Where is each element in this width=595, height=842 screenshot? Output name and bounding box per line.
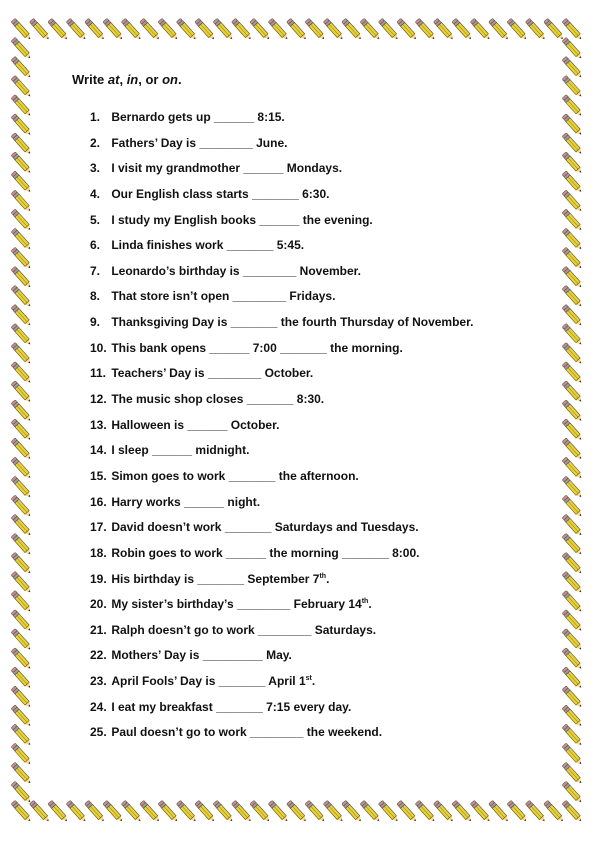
question-text: I eat my breakfast _______ 7:15 every day. xyxy=(111,699,352,714)
question-number: 3. xyxy=(90,161,101,176)
question-text: Thanksgiving Day is _______ the fourth Thursday of November. xyxy=(111,315,474,330)
question-number: 8. xyxy=(90,289,101,304)
question-list xyxy=(90,108,473,749)
question-text: This bank opens ______ 7:00 _______ the morning. xyxy=(111,340,403,355)
question-number: 6. xyxy=(90,238,101,253)
question-item xyxy=(90,416,473,442)
question-item xyxy=(90,236,473,262)
question-number: 24. xyxy=(90,699,107,714)
question-text: Harry works ______ night. xyxy=(111,494,261,509)
instruction-word-in: in xyxy=(126,72,139,87)
question-text: Robin goes to work ______ the morning _______ 8:00. xyxy=(111,545,420,560)
question-text: I visit my grandmother ______ Mondays. xyxy=(111,161,343,176)
question-item xyxy=(90,570,473,596)
question-text-end: . xyxy=(311,674,316,689)
question-superscript: st xyxy=(305,675,312,683)
question-item xyxy=(90,134,473,160)
question-text: Our English class starts _______ 6:30. xyxy=(111,186,330,201)
question-text: Fathers’ Day is ________ June. xyxy=(111,135,288,150)
question-text: His birthday is _______ September 7 xyxy=(111,571,320,586)
question-text: Halloween is ______ October. xyxy=(111,417,280,432)
question-number: 17. xyxy=(90,520,107,535)
question-text: Paul doesn’t go to work ________ the weekend. xyxy=(111,725,383,740)
question-text: Ralph doesn’t go to work ________ Saturdays. xyxy=(111,622,377,637)
question-number: 15. xyxy=(90,468,107,483)
question-number: 9. xyxy=(90,315,101,330)
question-item xyxy=(90,621,473,647)
question-text: I study my English books ______ the evening. xyxy=(111,212,373,227)
question-number: 5. xyxy=(90,212,101,227)
question-text: Leonardo’s birthday is ________ November. xyxy=(111,263,362,278)
question-number: 25. xyxy=(90,725,107,740)
instruction-prefix: Write xyxy=(72,72,108,87)
question-item xyxy=(90,595,473,621)
question-text: That store isn’t open ________ Fridays. xyxy=(111,289,336,304)
question-item xyxy=(90,108,473,134)
question-item xyxy=(90,544,473,570)
question-text: David doesn’t work _______ Saturdays and Tuesdays. xyxy=(111,520,419,535)
question-number: 19. xyxy=(90,571,107,586)
question-number: 2. xyxy=(90,135,101,150)
question-text: I sleep ______ midnight. xyxy=(111,443,250,458)
question-item xyxy=(90,646,473,672)
question-item xyxy=(90,390,473,416)
question-item xyxy=(90,518,473,544)
question-number: 1. xyxy=(90,110,101,124)
instruction-suffix: . xyxy=(177,72,182,87)
question-item xyxy=(90,313,473,339)
question-item xyxy=(90,723,473,749)
question-item xyxy=(90,698,473,724)
question-item xyxy=(90,672,473,698)
instruction-word-at: at xyxy=(107,72,120,87)
question-superscript: th xyxy=(361,598,369,606)
question-text-end: . xyxy=(326,571,330,586)
question-item xyxy=(90,364,473,390)
question-item xyxy=(90,159,473,185)
question-number: 21. xyxy=(90,622,107,637)
question-text: April Fools’ Day is _______ April 1 xyxy=(111,674,306,689)
question-item xyxy=(90,467,473,493)
question-text: My sister’s birthday’s ________ February 14 xyxy=(111,597,362,612)
question-text: Bernardo gets up ______ 8:15. xyxy=(111,110,285,124)
question-item xyxy=(90,262,473,288)
question-item xyxy=(90,493,473,519)
question-text: Teachers’ Day is ________ October. xyxy=(111,366,314,381)
question-number: 23. xyxy=(90,674,107,689)
question-number: 11. xyxy=(90,366,107,381)
question-number: 14. xyxy=(90,443,107,458)
question-text: The music shop closes _______ 8:30. xyxy=(111,392,325,407)
question-text: Simon goes to work _______ the afternoon. xyxy=(111,468,359,483)
instruction-sep-2: , or xyxy=(138,72,163,87)
question-number: 13. xyxy=(90,417,107,432)
question-number: 22. xyxy=(90,648,107,663)
question-item xyxy=(90,211,473,237)
question-text: Linda finishes work _______ 5:45. xyxy=(111,238,305,253)
question-item xyxy=(90,441,473,467)
question-text-end: . xyxy=(368,597,372,612)
question-superscript: th xyxy=(319,572,327,580)
worksheet-instruction xyxy=(72,72,182,87)
question-number: 10. xyxy=(90,340,107,355)
question-number: 18. xyxy=(90,545,107,560)
question-number: 12. xyxy=(90,392,107,407)
question-item xyxy=(90,339,473,365)
question-number: 20. xyxy=(90,597,107,612)
question-item xyxy=(90,287,473,313)
instruction-word-on: on xyxy=(162,72,178,87)
question-item xyxy=(90,185,473,211)
question-text: Mothers’ Day is _________ May. xyxy=(111,648,292,663)
question-number: 7. xyxy=(90,263,101,278)
question-number: 16. xyxy=(90,494,107,509)
instruction-sep-1: , xyxy=(119,72,127,87)
question-number: 4. xyxy=(90,186,101,201)
